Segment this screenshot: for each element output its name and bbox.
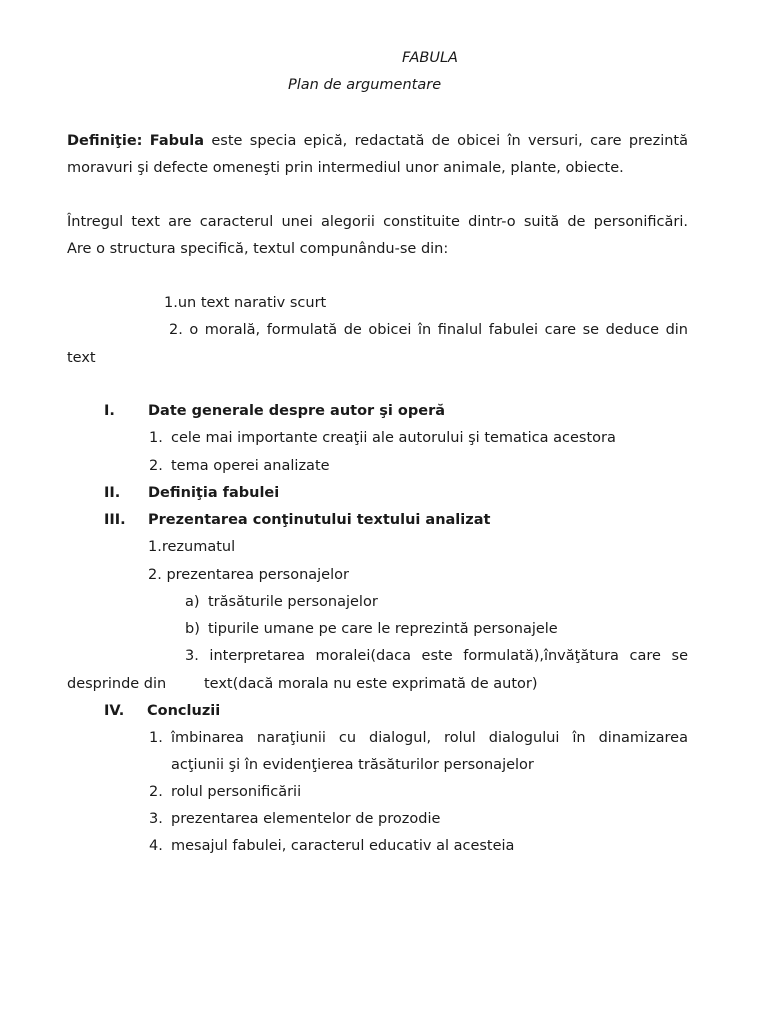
list-item-cont: acţiunii şi în evidenţierea trăsăturilor personajelor — [171, 757, 534, 773]
list-item: rolul personificării — [171, 784, 302, 800]
section-heading-1: Date generale despre autor şi operă — [148, 403, 446, 419]
section-heading-2: Definiţia fabulei — [148, 485, 280, 501]
section-number-3: III. — [104, 512, 126, 528]
list-item: mesajul fabulei, caracterul educativ al acesteia — [171, 838, 515, 854]
list-item: îmbinarea naraţiunii cu dialogul, rolul dialogului în dinamizarea — [171, 730, 688, 746]
definition-line-1 — [67, 131, 688, 151]
definition-text: este specia epică, redactată de obicei în versuri, care prezintă — [211, 133, 688, 149]
structure-item-1: 1.un text narativ scurt — [164, 295, 327, 311]
list-item-number: 1. — [149, 730, 163, 746]
definition-term: Fabula — [149, 133, 205, 149]
list-item: 3. interpretarea moralei(daca este formulată),învăţătura care se — [185, 648, 688, 664]
section-number-4: IV. — [104, 703, 125, 719]
definition-label: Definiţie: — [67, 133, 143, 149]
list-item-cont: text(dacă morala nu este exprimată de autor) — [204, 676, 538, 692]
section-number-1: I. — [104, 403, 115, 419]
list-item-cont: desprinde din — [67, 676, 167, 692]
document-subtitle: Plan de argumentare — [288, 77, 442, 93]
list-item-number: 4. — [149, 838, 163, 854]
sub-item: trăsăturile personajelor — [208, 594, 378, 610]
section-number-2: II. — [104, 485, 121, 501]
list-item-number: 2. — [149, 784, 163, 800]
structure-item-2-cont: text — [67, 350, 96, 366]
list-item: cele mai importante creaţii ale autorului şi tematica acestora — [171, 430, 616, 446]
definition-line-2: moravuri şi defecte omeneşti prin intermediul unor animale, plante, obiecte. — [67, 160, 624, 176]
paragraph-line-1: Întregul text are caracterul unei alegorii constituite dintr-o suită de personificări. — [67, 214, 688, 230]
list-item: 1.rezumatul — [148, 539, 236, 555]
list-item: prezentarea elementelor de prozodie — [171, 811, 441, 827]
document-title: FABULA — [402, 50, 458, 66]
section-heading-3: Prezentarea conţinutului textului analizat — [148, 512, 491, 528]
section-heading-4: Concluzii — [147, 703, 221, 719]
structure-item-2: 2. o morală, formulată de obicei în finalul fabulei care se deduce din — [169, 322, 688, 338]
list-item: tema operei analizate — [171, 458, 330, 474]
paragraph-line-2: Are o structura specifică, textul compunându-se din: — [67, 241, 449, 257]
list-item-number: 2. — [149, 458, 163, 474]
list-item: 2. prezentarea personajelor — [148, 567, 349, 583]
sub-item: tipurile umane pe care le reprezintă personajele — [208, 621, 558, 637]
list-item-number: 1. — [149, 430, 163, 446]
sub-item-letter: b) — [185, 621, 200, 637]
sub-item-letter: a) — [185, 594, 200, 610]
list-item-number: 3. — [149, 811, 163, 827]
